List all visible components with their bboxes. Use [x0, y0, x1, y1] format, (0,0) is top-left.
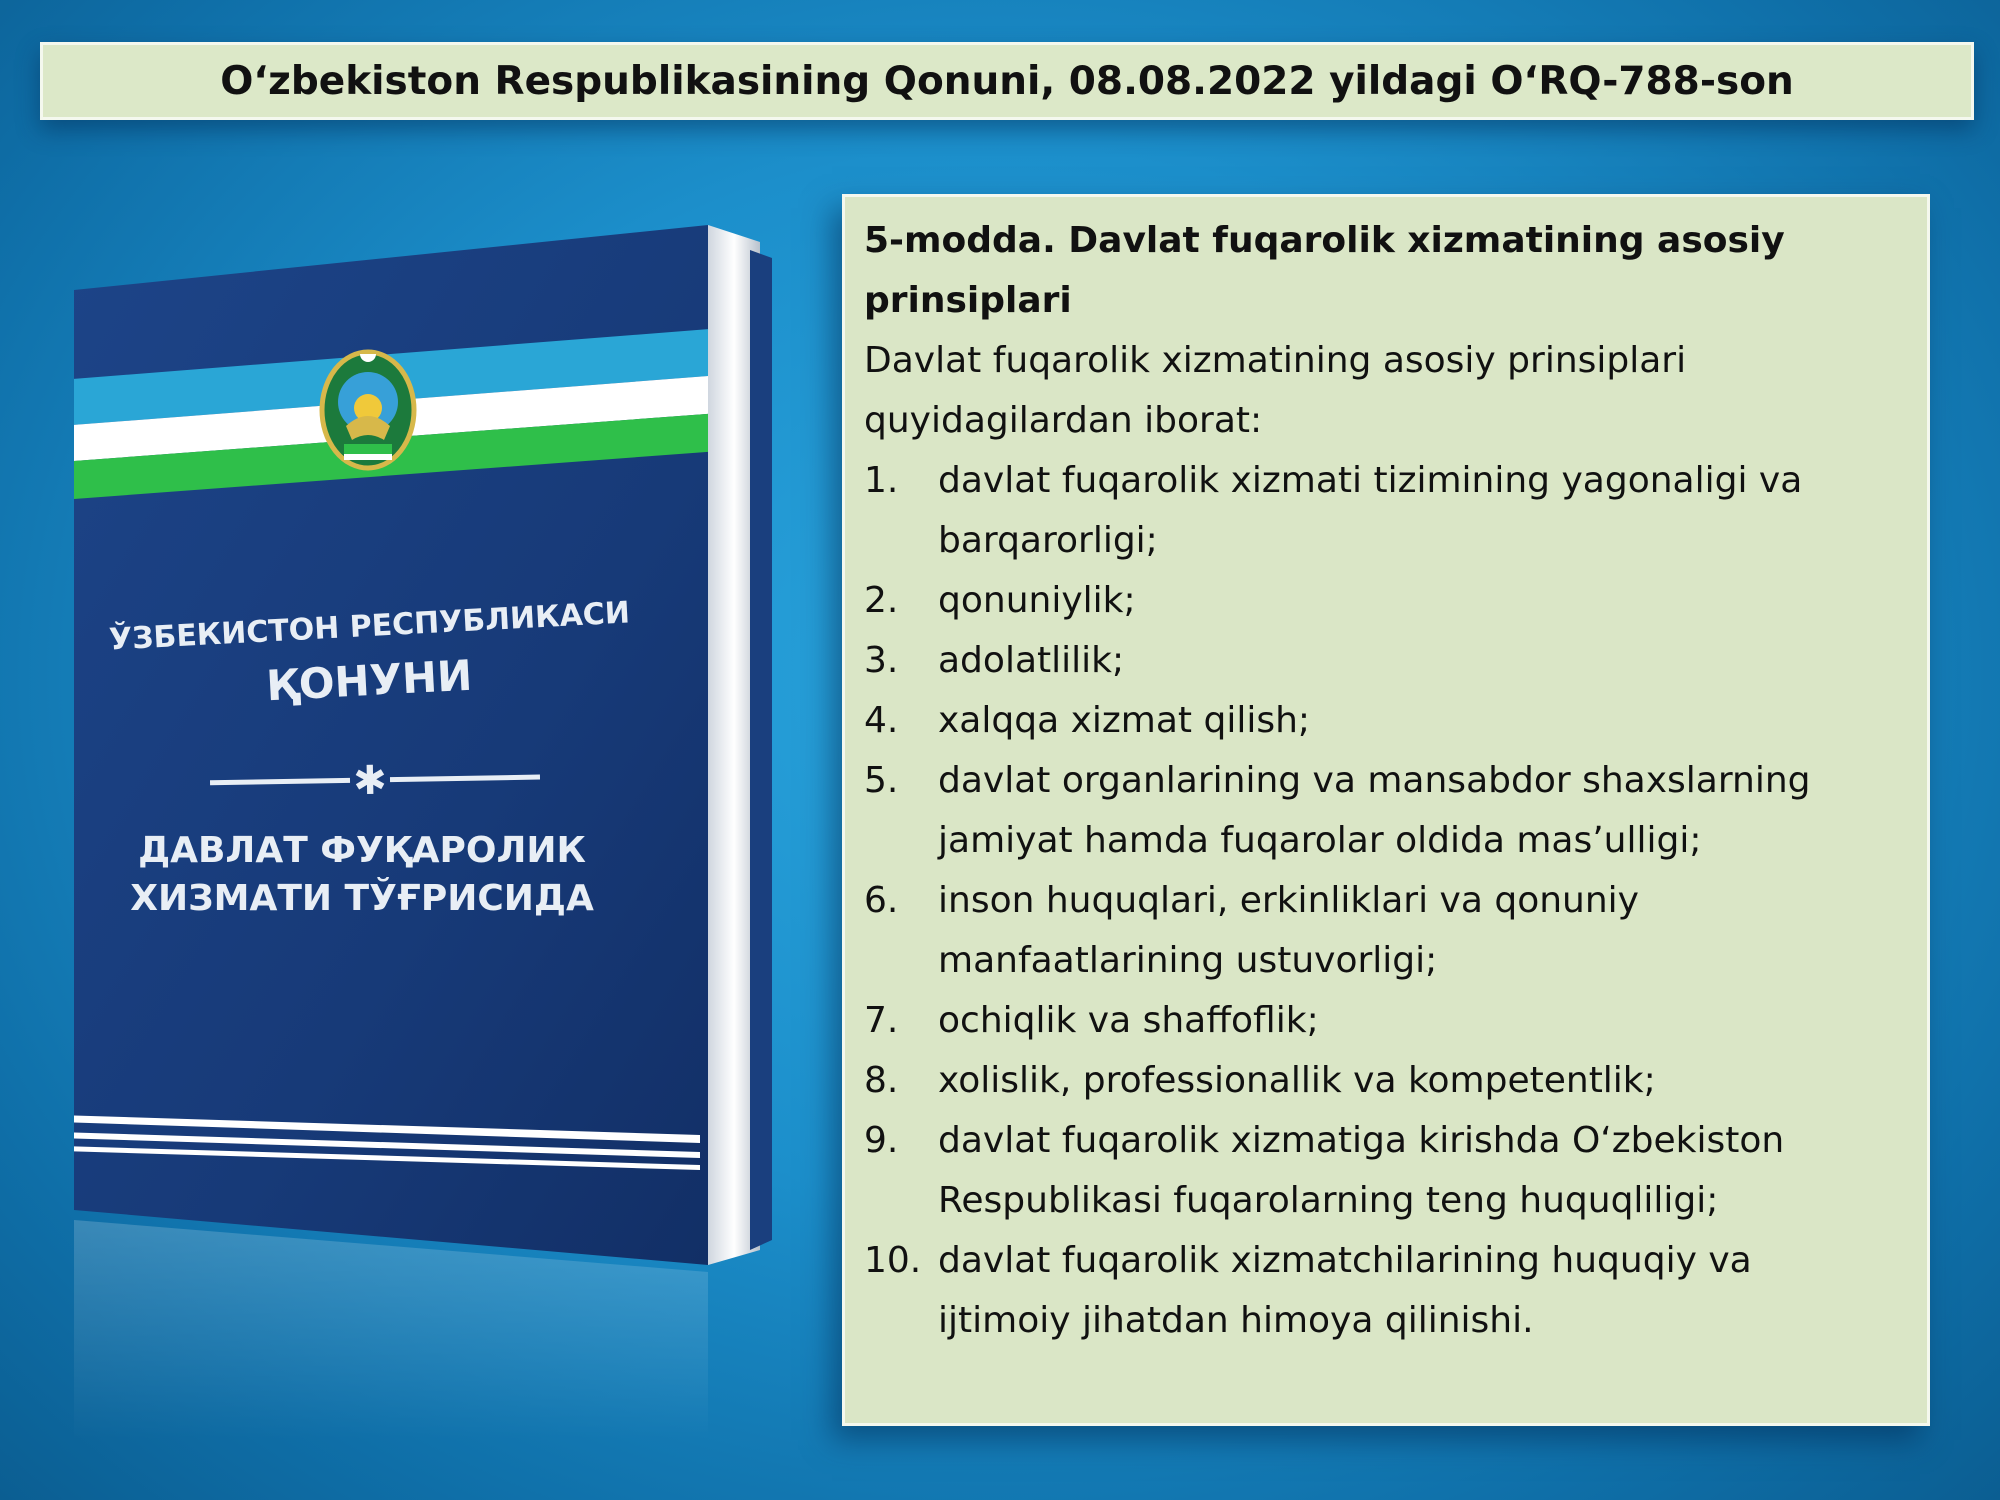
list-item	[864, 751, 1905, 871]
item-text	[938, 991, 1905, 1051]
item-text-line: ochiqlik va shaffoflik;	[938, 1000, 1319, 1041]
article-intro-line: Davlat fuqarolik xizmatining asosiy prinsiplari	[864, 340, 1687, 381]
item-text-line: davlat fuqarolik xizmatiga kirishda O‘zbekiston	[938, 1120, 1785, 1161]
item-text-line: adolatlilik;	[938, 640, 1125, 681]
book-title-line1: ЎЗБЕКИСТОН РЕСПУБЛИКАСИ	[108, 595, 631, 658]
item-text-line: manfaatlarining ustuvorligi;	[938, 940, 1438, 981]
item-text-line: xolislik, professionallik va kompetentlik;	[938, 1060, 1656, 1101]
item-text	[938, 751, 1905, 871]
book-title-line3: ДАВЛАТ ФУҚАРОЛИК	[138, 830, 586, 871]
book-title-line2: ҚОНУНИ	[265, 650, 474, 711]
list-item	[864, 871, 1905, 991]
list-item	[864, 451, 1905, 571]
article-heading-line: 5-modda. Davlat fuqarolik xizmatining asosiy	[864, 220, 1785, 261]
list-item	[864, 1051, 1905, 1111]
page-title: O‘zbekiston Respublikasining Qonuni, 08.08.2022 yildagi O‘RQ-788-son	[220, 58, 1794, 104]
item-text-line: qonuniylik;	[938, 580, 1136, 621]
item-text	[938, 1231, 1905, 1351]
item-text-line: davlat fuqarolik xizmati tizimining yagonaligi va	[938, 460, 1803, 501]
book-title-line4: ХИЗМАТИ ТЎҒРИСИДА	[130, 878, 594, 919]
item-text-line: jamiyat hamda fuqarolar oldida mas’ulligi;	[938, 820, 1702, 861]
emblem-icon	[322, 352, 414, 468]
list-item	[864, 571, 1905, 631]
item-text-line: davlat fuqarolik xizmatchilarining huquqiy va	[938, 1240, 1752, 1281]
item-number: 5.	[864, 760, 899, 801]
item-number: 9.	[864, 1120, 899, 1161]
item-number: 2.	[864, 580, 899, 621]
item-number: 8.	[864, 1060, 899, 1101]
item-text	[938, 691, 1905, 751]
list-item	[864, 991, 1905, 1051]
item-text-line: Respublikasi fuqarolarning teng huquqliligi;	[938, 1180, 1719, 1221]
list-item	[864, 691, 1905, 751]
item-number: 1.	[864, 460, 899, 501]
svg-text:✱: ✱	[352, 757, 388, 805]
item-number: 10.	[864, 1240, 922, 1281]
title-bar	[40, 42, 1974, 120]
item-text-line: inson huquqlari, erkinliklari va qonuniy	[938, 880, 1639, 921]
article-heading-line: prinsiplari	[864, 280, 1072, 321]
item-text	[938, 1051, 1905, 1111]
item-text	[938, 1111, 1905, 1231]
list-item	[864, 1231, 1905, 1351]
book-illustration	[60, 210, 780, 1440]
article-intro	[864, 331, 1905, 451]
item-number: 3.	[864, 640, 899, 681]
principles-list	[864, 451, 1905, 1351]
item-text-line: ijtimoiy jihatdan himoya qilinishi.	[938, 1300, 1534, 1341]
item-number: 6.	[864, 880, 899, 921]
article-panel	[842, 194, 1930, 1426]
item-number: 4.	[864, 700, 899, 741]
item-text	[938, 451, 1905, 571]
item-text	[938, 871, 1905, 991]
item-text-line: xalqqa xizmat qilish;	[938, 700, 1311, 741]
item-text	[938, 631, 1905, 691]
item-text-line: davlat organlarining va mansabdor shaxslarning	[938, 760, 1811, 801]
item-number: 7.	[864, 1000, 899, 1041]
article-heading	[864, 211, 1905, 331]
item-text-line: barqarorligi;	[938, 520, 1158, 561]
article-intro-line: quyidagilardan iborat:	[864, 400, 1263, 441]
item-text	[938, 571, 1905, 631]
list-item	[864, 631, 1905, 691]
list-item	[864, 1111, 1905, 1231]
